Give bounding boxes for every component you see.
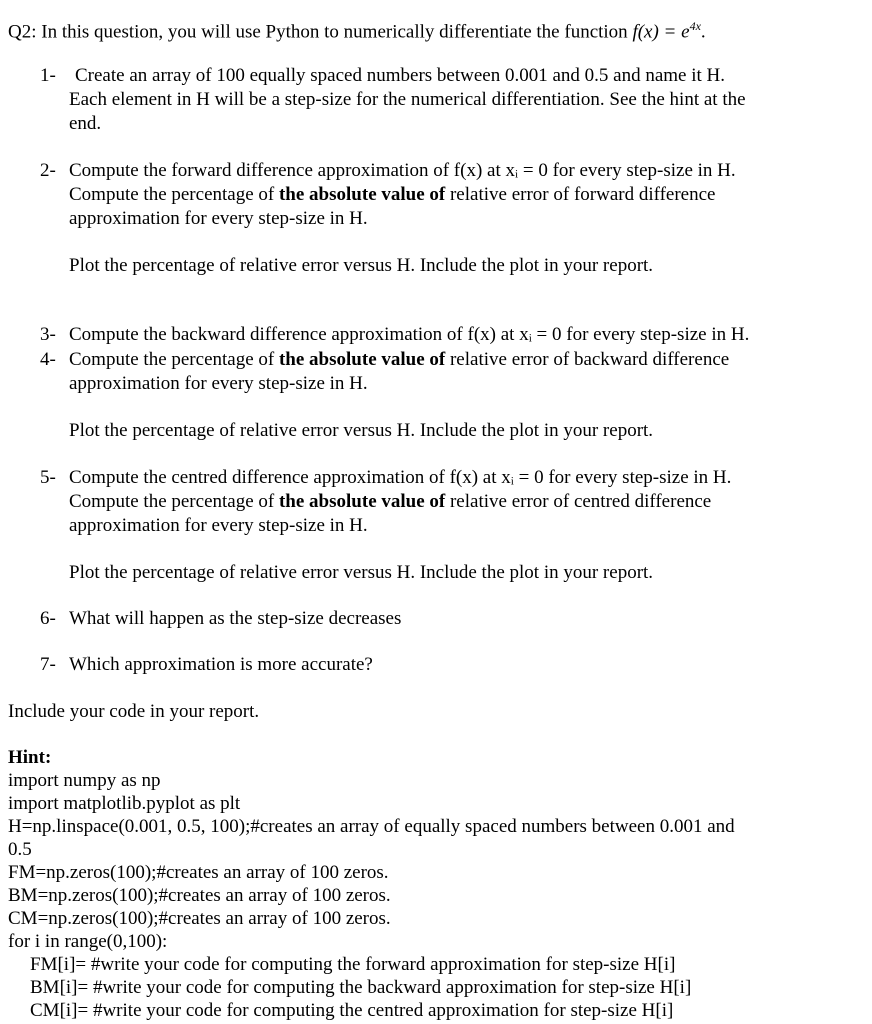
function-expression: f(x) = e [632,21,690,43]
item-1-line-1: Create an array of 100 equally spaced numbers between 0.001 and 0.5 and name it H. [75,65,725,86]
item-2-line-3: approximation for every step-size in H. [69,208,368,229]
item-2-line-1: Compute the forward difference approximation of f(x) at xᵢ = 0 for every step-size in H. [69,160,736,181]
item-5-number: 5- [40,467,56,488]
item-5-line-2 [69,490,711,513]
title-suffix: . [700,21,706,43]
hint-code-line: FM[i]= #write your code for computing the forward approximation for step-size H[i] [30,954,676,975]
item-5-line-2-bold: the absolute value of [278,491,446,512]
hint-code-line: BM=np.zeros(100);#creates an array of 100 zeros. [8,885,391,906]
item-7-text: Which approximation is more accurate? [69,654,373,675]
item-7-number: 7- [40,654,56,675]
item-4-plot-instruction: Plot the percentage of relative error versus H. Include the plot in your report. [69,420,654,441]
item-2-line-2-pre: Compute the percentage of [69,184,279,205]
item-4-line-1-post: relative error of backward difference [445,349,730,370]
item-3-number: 3- [40,324,56,345]
function-exponent: 4x [689,19,701,33]
item-4-line-1 [69,348,729,371]
hint-code-line: H=np.linspace(0.001, 0.5, 100);#creates an array of equally spaced numbers between 0.001 and [8,816,735,837]
hint-code-line: import numpy as np [8,770,161,791]
hint-code-line: CM[i]= #write your code for computing the centred approximation for step-size H[i] [30,1000,674,1021]
item-4-number: 4- [40,349,56,370]
title-text: Q2: In this question, you will use Python to numerically differentiate the function [8,21,633,43]
item-2-number: 2- [40,160,56,181]
item-5-line-2-pre: Compute the percentage of [69,491,279,512]
item-2-line-2 [69,183,715,206]
item-6-text: What will happen as the step-size decreases [69,608,402,629]
hint-label: Hint: [8,747,52,768]
item-2-line-2-post: relative error of forward difference [445,184,716,205]
item-2-plot-instruction: Plot the percentage of relative error versus H. Include the plot in your report. [69,255,654,276]
item-5-line-2-post: relative error of centred difference [445,491,712,512]
item-1-number: 1- [40,65,56,86]
item-4-line-1-bold: the absolute value of [278,349,446,370]
hint-code-line: 0.5 [8,839,32,860]
include-code-note: Include your code in your report. [8,701,260,722]
item-6-number: 6- [40,608,56,629]
question-title [8,15,706,43]
item-4-line-1-pre: Compute the percentage of [69,349,279,370]
item-4-line-2: approximation for every step-size in H. [69,373,368,394]
hint-code-line: for i in range(0,100): [8,931,168,952]
item-5-line-1: Compute the centred difference approximation of f(x) at xᵢ = 0 for every step-size in H. [69,467,732,488]
item-3-line-1: Compute the backward difference approximation of f(x) at xᵢ = 0 for every step-size in H. [69,324,750,345]
item-5-plot-instruction: Plot the percentage of relative error versus H. Include the plot in your report. [69,562,654,583]
item-5-line-3: approximation for every step-size in H. [69,515,368,536]
hint-code-line: FM=np.zeros(100);#creates an array of 100 zeros. [8,862,389,883]
hint-code-line: CM=np.zeros(100);#creates an array of 100 zeros. [8,908,391,929]
hint-code-line: BM[i]= #write your code for computing the backward approximation for step-size H[i] [30,977,692,998]
item-1-line-3: end. [69,113,102,134]
item-2-line-2-bold: the absolute value of [278,184,446,205]
item-1-line-2: Each element in H will be a step-size for the numerical differentiation. See the hint at the [69,89,746,110]
hint-code-line: import matplotlib.pyplot as plt [8,793,241,814]
